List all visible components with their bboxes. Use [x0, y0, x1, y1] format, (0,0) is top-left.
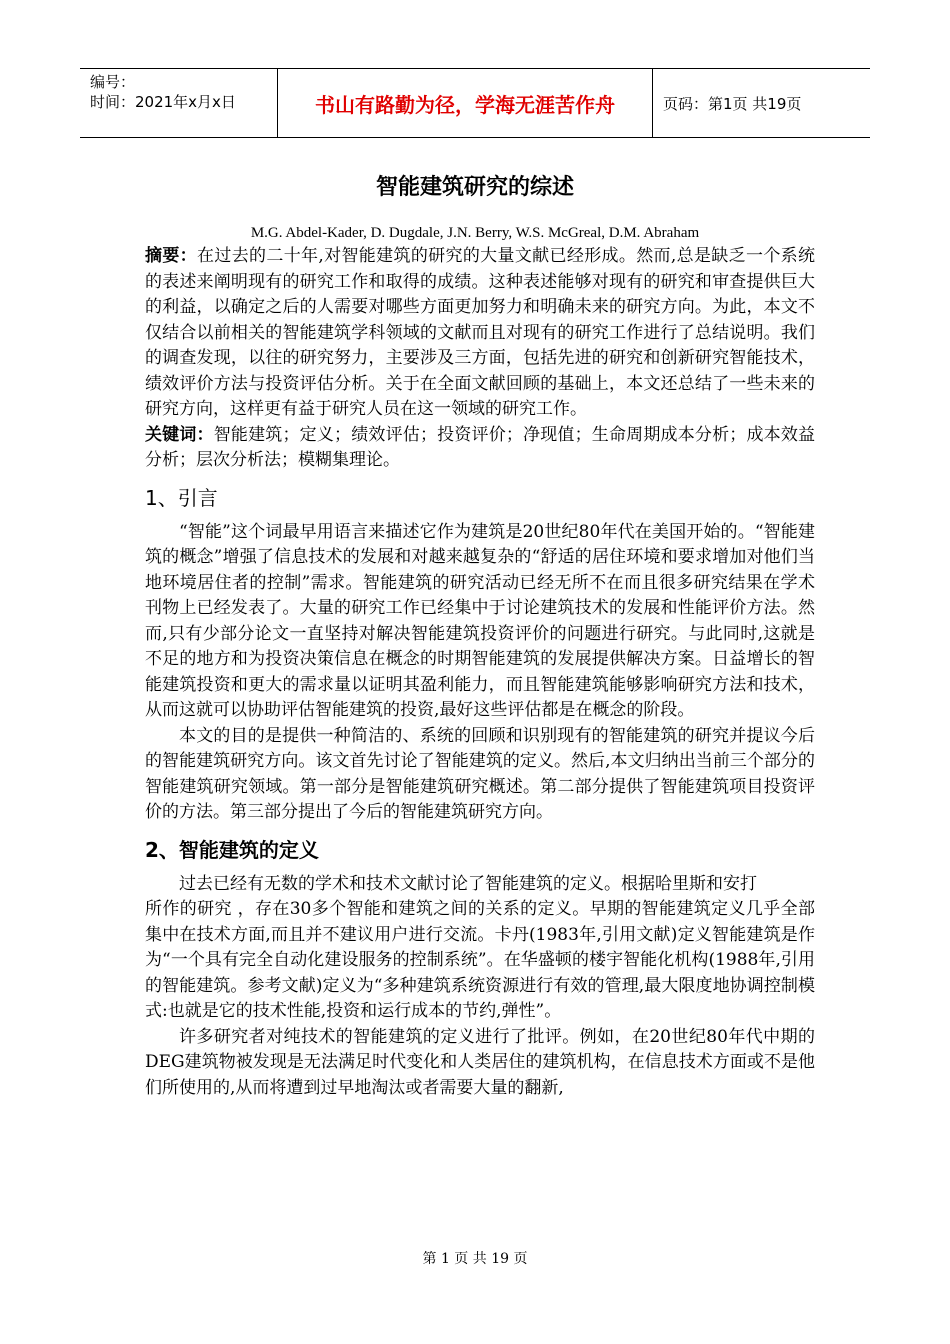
abstract-paragraph	[145, 244, 815, 423]
keywords-text: 智能建筑；定义；绩效评估；投资评价；净现值；生命周期成本分析；成本效益分析；层次分析法；模糊集理论。	[145, 424, 816, 470]
document-header	[80, 68, 870, 138]
section1-paragraph-2: 本文的目的是提供一种简洁的、系统的回顾和识别现有的智能建筑的研究并提议今后的智能建筑研究方向。该文首先讨论了智能建筑的定义。然后,本文归纳出当前三个部分的智能建筑研究领域。第一部分是智能建筑研究概述。第二部分提供了智能建筑项目投资评价的方法。第三部分提出了今后的智能建筑研究方向。	[145, 725, 815, 822]
abstract-label: 摘要：	[145, 246, 198, 266]
section2-paragraph-2: 许多研究者对纯技术的智能建筑的定义进行了批评。例如，在20世纪80年代中期的DEG建筑物被发现是无法满足时代变化和人类居住的建筑机构，在信息技术方面或不是他们所使用的,从而将遭到过早地淘汰或者需要大量的翻新,	[145, 1026, 815, 1098]
section1-paragraph-1: “智能”这个词最早用语言来描述它作为建筑是20世纪80年代在美国开始的。“智能建筑的概念”增强了信息技术的发展和对越来越复杂的“舒适的居住环境和要求增加对他们当地环境居住者的控制”需求。智能建筑的研究活动已经无所不在而且很多研究结果在学术刊物上已经发表了。大量的研究工作已经集中于讨论建筑技术的发展和性能评价方法。然而,只有少部分论文一直坚持对解决智能建筑投资评价的问题进行研究。与此同时,这就是不足的地方和为投资决策信息在概念的时期智能建筑的发展提供解决方案。日益增长的智能建筑投资和更大的需求量以证明其盈利能力，而且智能建筑能够影响研究方法和技术，从而这就可以协助评估智能建筑的投资,最好这些评估都是在概念的阶段。	[145, 521, 815, 720]
keywords-label: 关键词：	[145, 424, 214, 445]
header-motto: 书山有路勤为径，学海无涯苦作舟	[278, 69, 653, 137]
document-title: 智能建筑研究的综述	[375, 175, 574, 200]
page-footer: 第 1 页 共 19 页	[422, 1251, 528, 1267]
section2-paragraph-1-rest: 所作的研究 ，存在30多个智能和建筑之间的关系的定义。早期的智能建筑定义几乎全部集中在技术方面,而且并不建议用户进行交流。卡丹(1983年,引用文献)定义智能建筑是作为“一个具有完全自动化建设服务的控制系统”。在华盛顿的楼宇智能化机构(1988年,引用的智能建筑。参考文献)定义为“多种建筑系统资源进行有效的管理,最大限度地协调控制模式:也就是它的技术性能,投资和运行成本的节约,弹性”。	[145, 899, 815, 1021]
section1-heading: 1、引言	[145, 485, 218, 510]
keywords-paragraph	[145, 423, 815, 474]
number-label: 编号：	[90, 73, 136, 91]
time-label: 时间：2021年x月x日	[90, 93, 236, 111]
abstract-text: 在过去的二十年,对智能建筑的研究的大量文献已经形成。然而,总是缺乏一个系统的表述来阐明现有的研究工作和取得的成绩。这种表述能够对现有的研究和审查提供巨大的利益，以确定之后的人需要对哪些方面更加努力和明确未来的研究方向。为此，本文不仅结合以前相关的智能建筑学科领域的文献而且对现有的研究工作进行了总结说明。我们的调查发现，以往的研究努力，主要涉及三方面，包括先进的研究和创新研究智能技术，绩效评价方法与投资评估分析。关于在全面文献回顾的基础上，本文还总结了一些未来的研究方向，这样更有益于研究人员在这一领域的研究工作。	[145, 246, 815, 419]
section2-heading: 2、智能建筑的定义	[145, 837, 319, 862]
document-body	[145, 244, 815, 1101]
section2-paragraph-1-line1: 过去已经有无数的学术和技术文献讨论了智能建筑的定义。根据哈里斯和安打	[179, 873, 757, 894]
header-page-info: 页码：第1页 共19页	[663, 94, 802, 113]
header-meta	[80, 69, 278, 137]
authors-line: M.G. Abdel-Kader, D. Dugdale, J.N. Berry, W.S. McGreal, D.M. Abraham	[250, 225, 700, 241]
